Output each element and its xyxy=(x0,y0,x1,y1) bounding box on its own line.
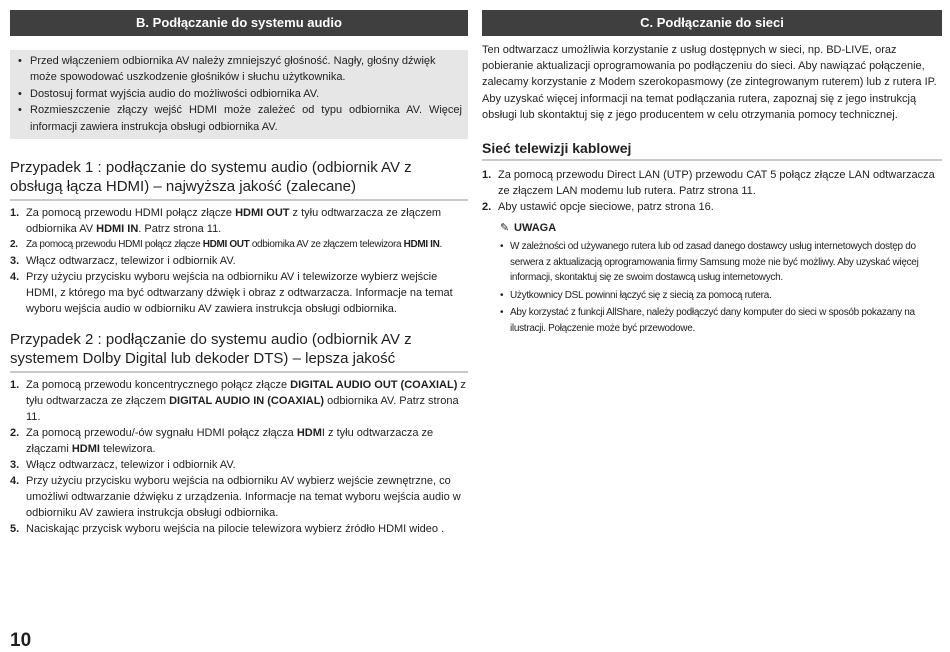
step-emphasis: HDMI OUT xyxy=(235,207,290,220)
warning-item: • Przed włączeniem odbiornika AV należy zmniejszyć głośność. Nagły, głośny dźwięk może spowodować uszkodzenie głośników i słuchu użytkownika. xyxy=(16,53,462,86)
network-intro: Ten odtwarzacz umożliwia korzystanie z usług dostępnych w sieci, np. BD-LIVE, oraz pobieranie aktualizacji oprogramowania po podłączeniu do sieci. Aby nawiązać połączenie, zalecamy korzystanie z Modem szerokopasmowy (ze zintegrowanym ruterem) lub z rutera IP. Aby uzyskać więcej informacji na temat podłączania rutera, zapoznaj się z jego instrukcją obsługi lub skontaktuj się z jego producentem w celu otrzymania pomocy technicznej. xyxy=(482,44,937,121)
step-emphasis: HDMI OUT xyxy=(202,239,250,251)
note-list xyxy=(482,239,942,336)
step-text: Za pomocą przewodu/-ów sygnału HDMI połącz złącza xyxy=(26,427,297,440)
step-item xyxy=(10,457,468,473)
section-b-header: B. Podłączanie do systemu audio xyxy=(10,10,468,36)
step-item xyxy=(10,473,468,521)
step-number: 1. xyxy=(10,207,20,220)
step-text: Naciskając przycisk wyboru wejścia na pilocie telewizora wybierz źródło HDMI wideo . xyxy=(26,523,445,536)
case-1-steps xyxy=(10,205,468,317)
step-text: odbiornika AV ze złączem telewizora xyxy=(249,239,404,251)
step-number: 4. xyxy=(10,475,20,488)
note-item: • Użytkownicy DSL powinni łączyć się z siecią za pomocą rutera. xyxy=(482,288,942,304)
step-item xyxy=(10,521,468,537)
step-number: 5. xyxy=(10,523,20,536)
step-emphasis: DIGITAL AUDIO IN (COAXIAL) xyxy=(169,395,325,408)
warning-list xyxy=(16,53,462,135)
note-item: • Aby korzystać z funkcji AllShare, należy podłączyć dany komputer do sieci w sposób pokazany na ilustracji. Połączenie może być przewodowe. xyxy=(482,305,942,336)
network-steps xyxy=(482,167,942,215)
step-emphasis: HDMI IN xyxy=(96,223,139,236)
step-text: Włącz odtwarzacz, telewizor i odbiornik AV. xyxy=(26,459,236,472)
step-number: 3. xyxy=(10,255,20,268)
right-column xyxy=(482,10,942,338)
step-emphasis: DIGITAL AUDIO OUT (COAXIAL) xyxy=(290,379,458,392)
step-text: Za pomocą przewodu koncentrycznego połącz złącze xyxy=(26,379,291,392)
step-number: 1. xyxy=(10,379,20,392)
step-text: Włącz odtwarzacz, telewizor i odbiornik AV. xyxy=(26,255,236,268)
step-number: 2. xyxy=(482,201,492,214)
cable-network-title: Sieć telewizji kablowej xyxy=(482,140,942,161)
case-2-steps xyxy=(10,377,468,537)
note-heading xyxy=(482,221,942,235)
step-text: z tyłu odtwarzacza ze złączem xyxy=(26,379,466,408)
step-text: Przy użyciu przycisku wyboru wejścia na odbiorniku AV wybierz wejście zewnętrzne, co umożliwi odtwarzanie dźwięku z urządzenia. Informacje na temat wyboru wejścia audio w odbiorniku AV zawiera instrukcja obsługi odbiornika. xyxy=(26,475,461,520)
step-text: telewizora. xyxy=(99,443,156,456)
step-item xyxy=(482,167,942,199)
step-item xyxy=(10,377,468,425)
case-2-title: Przypadek 2 : podłączanie do systemu audio (odbiornik AV z systemem Dolby Digital lub dekoder DTS) – lepsza jakość xyxy=(10,331,468,373)
step-number: 4. xyxy=(10,271,20,284)
section-c-header: C. Podłączanie do sieci xyxy=(482,10,942,36)
step-item xyxy=(10,425,468,457)
step-item xyxy=(10,269,468,317)
case-1-title: Przypadek 1 : podłączanie do systemu audio (odbiornik AV z obsługą łącza HDMI) – najwyższa jakość (zalecane) xyxy=(10,159,468,201)
step-text: odbiornika AV. Patrz strona 11. xyxy=(26,395,459,424)
step-text: Przy użyciu przycisku wyboru wejścia na odbiorniku AV i telewizorze wybierz wejście HDMI, z którego ma być odtwarzany dźwięk i obraz z odtwarzacza. Informacje na temat wyboru wejścia audio w odbiorniku AV zawiera instrukcja obsługi odbiornika. xyxy=(26,271,453,316)
step-text: . Patrz strona 11. xyxy=(138,223,222,236)
note-item: • W zależności od używanego rutera lub od zasad danego dostawcy usług internetowych dostęp do serwera z aktualizacją oprogramowania firmy Samsung może nie być możliwy. Aby uzyskać więcej informacji, skontaktuj się ze swoim dostawcą usług internetowych. xyxy=(482,239,942,286)
pencil-icon: ✎ xyxy=(500,222,510,235)
step-item xyxy=(482,199,942,215)
step-emphasis: HDMI IN xyxy=(403,239,440,251)
step-text: Za pomocą przewodu HDMI połącz złącze xyxy=(26,207,236,220)
step-text: Aby ustawić opcje sieciowe, patrz strona 16. xyxy=(498,201,714,214)
step-number: 2. xyxy=(10,427,20,440)
warning-item: • Rozmieszczenie złączy wejść HDMI może zależeć od typu odbiornika AV. Więcej informacji zawiera instrukcja obsługi odbiornika AV. xyxy=(16,102,462,135)
step-item xyxy=(10,237,468,253)
step-text: Za pomocą przewodu Direct LAN (UTP) przewodu CAT 5 połącz złącze LAN odtwarzacza ze złączem LAN modemu lub rutera. Patrz strona 11. xyxy=(498,169,935,198)
step-emphasis: HDM xyxy=(296,427,322,440)
step-item xyxy=(10,205,468,237)
step-item xyxy=(10,253,468,269)
step-text: Za pomocą przewodu HDMI połącz złącze xyxy=(26,239,203,251)
left-column xyxy=(10,10,468,537)
step-text: z tyłu odtwarzacza ze złączem odbiornika AV xyxy=(26,207,442,236)
page-number: 10 xyxy=(10,630,32,651)
step-number: 1. xyxy=(482,169,492,182)
step-emphasis: HDMI xyxy=(71,443,100,456)
step-text: . xyxy=(439,239,442,251)
step-text: I z tyłu odtwarzacza ze złączami xyxy=(26,427,434,456)
step-number: 2. xyxy=(10,239,18,251)
warning-box xyxy=(10,50,468,139)
note-label: UWAGA xyxy=(514,222,557,235)
step-number: 3. xyxy=(10,459,20,472)
warning-item: • Dostosuj format wyjścia audio do możliwości odbiornika AV. xyxy=(16,86,462,102)
